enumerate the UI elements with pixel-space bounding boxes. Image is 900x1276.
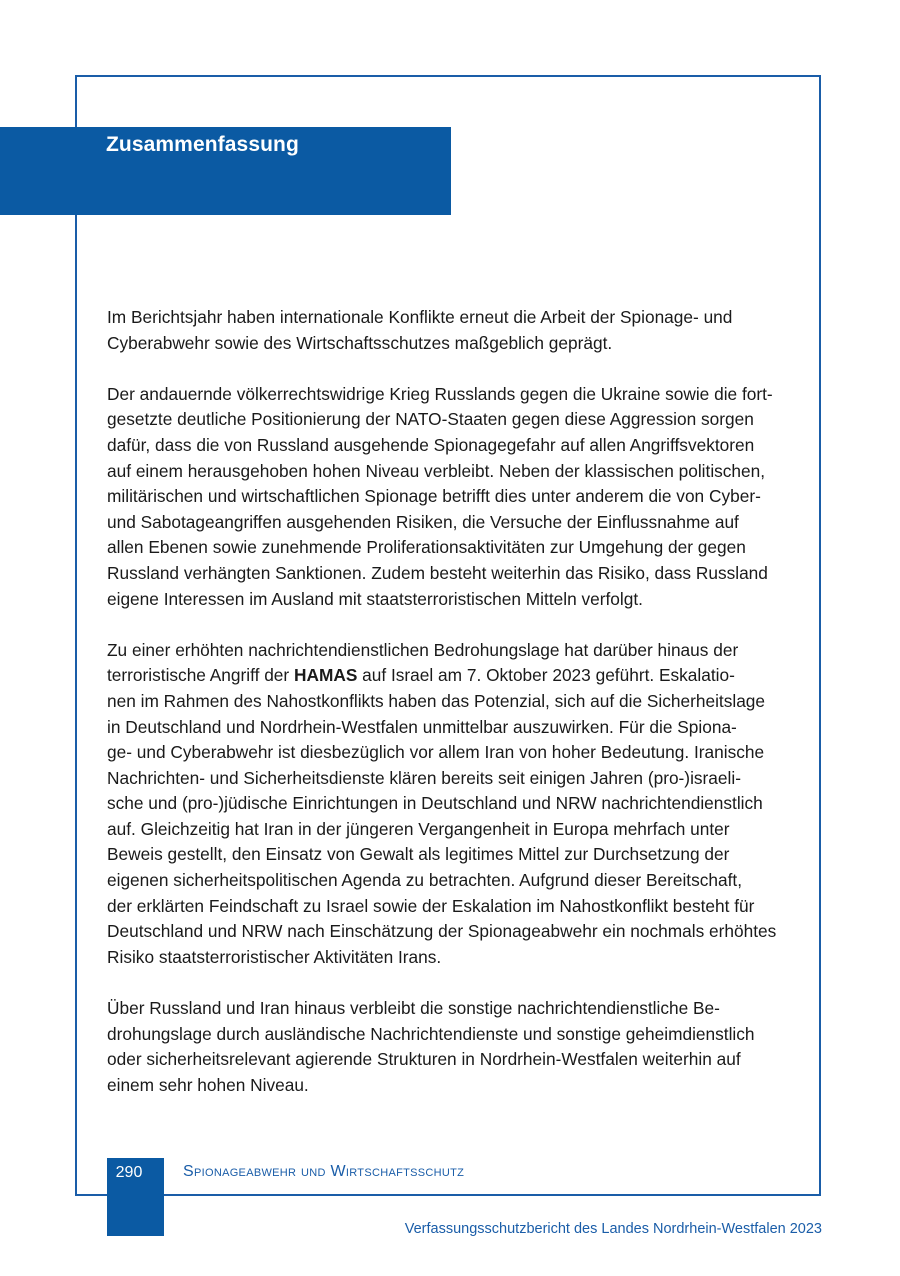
report-title-footer: Verfassungsschutzbericht des Landes Nordrhein-Westfalen 2023 xyxy=(404,1221,822,1237)
paragraph-2 xyxy=(107,382,797,612)
text-line: Risiko staatsterroristischer Aktivitäten Irans. xyxy=(107,946,442,967)
text-line: in Deutschland und Nordrhein-Westfalen unmittelbar auszuwirken. Für die Spiona- xyxy=(107,716,737,737)
paragraph-4 xyxy=(107,996,797,1098)
paragraph-3 xyxy=(107,638,797,971)
text-line: Im Berichtsjahr haben internationale Konflikte erneut die Arbeit der Spionage- und xyxy=(107,307,733,327)
text-line: allen Ebenen sowie zunehmende Proliferationsaktivitäten zur Umgehung der gegen xyxy=(107,537,746,558)
text-line: einem sehr hohen Niveau. xyxy=(107,1074,309,1095)
text-line: Der andauernde völkerrechtswidrige Krieg Russlands gegen die Ukraine sowie die fort- xyxy=(107,383,773,404)
emphasis-hamas: HAMAS xyxy=(293,665,358,686)
text-line: drohungslage durch ausländische Nachrichtendienste und sonstige geheimdienstlich xyxy=(107,1023,755,1044)
text-line xyxy=(107,663,797,689)
text-segment: auf Israel am 7. Oktober 2023 geführt. Eskalatio- xyxy=(357,665,735,686)
page-number: 290 xyxy=(115,1164,143,1181)
text-line: militärischen und wirtschaftlichen Spionage betrifft dies unter anderem die von Cyber- xyxy=(107,486,761,507)
text-line: Beweis gestellt, den Einsatz von Gewalt als legitimes Mittel zur Durchsetzung der xyxy=(107,844,730,865)
text-line: Über Russland und Iran hinaus verbleibt die sonstige nachrichtendienstliche Be- xyxy=(107,998,720,1019)
text-line: oder sicherheitsrelevant agierende Strukturen in Nordrhein-Westfalen weiterhin auf xyxy=(107,1049,741,1070)
text-line: auf einem herausgehoben hohen Niveau verbleibt. Neben der klassischen politischen, xyxy=(107,460,766,481)
paragraph-1 xyxy=(107,305,797,356)
text-segment: terroristische Angriff der xyxy=(107,665,294,686)
text-line: Zu einer erhöhten nachrichtendienstlichen Bedrohungslage hat darüber hinaus der xyxy=(107,639,739,660)
text-line: sche und (pro-)jüdische Einrichtungen in Deutschland und NRW nachrichtendienstlich xyxy=(107,793,763,814)
text-line: eigene Interessen im Ausland mit staatsterroristischen Mitteln verfolgt. xyxy=(107,588,643,609)
page-title: Zusammenfassung xyxy=(106,133,299,156)
text-line: Nachrichten- und Sicherheitsdienste klären bereits seit einigen Jahren (pro-)israeli- xyxy=(107,767,741,788)
text-line: auf. Gleichzeitig hat Iran in der jüngeren Vergangenheit in Europa mehrfach unter xyxy=(107,818,730,839)
text-line: Russland verhängten Sanktionen. Zudem besteht weiterhin das Risiko, dass Russland xyxy=(107,562,768,583)
text-line: Cyberabwehr sowie des Wirtschaftsschutzes maßgeblich geprägt. xyxy=(107,332,613,353)
text-line: dafür, dass die von Russland ausgehende Spionagegefahr auf allen Angriffsvektoren xyxy=(107,434,755,455)
text-line: nen im Rahmen des Nahostkonflikts haben das Potenzial, sich auf die Sicherheitslage xyxy=(107,690,766,711)
text-line: und Sabotageangriffen ausgehenden Risiken, die Versuche der Einflussnahme auf xyxy=(107,511,739,532)
text-line: eigenen sicherheitspolitischen Agenda zu betrachten. Aufgrund dieser Bereitschaft, xyxy=(107,870,743,891)
body-text xyxy=(107,305,797,1124)
text-line: gesetzte deutliche Positionierung der NATO-Staaten gegen diese Aggression sorgen xyxy=(107,409,754,430)
text-line: Deutschland und NRW nach Einschätzung der Spionageabwehr ein nochmals erhöhtes xyxy=(107,921,777,942)
section-label: Spionageabwehr und Wirtschaftsschutz xyxy=(183,1163,465,1180)
text-line: der erklärten Feindschaft zu Israel sowie der Eskalation im Nahostkonflikt besteht für xyxy=(107,895,755,916)
text-line: ge- und Cyberabwehr ist diesbezüglich vor allem Iran von hoher Bedeutung. Iranische xyxy=(107,742,765,763)
